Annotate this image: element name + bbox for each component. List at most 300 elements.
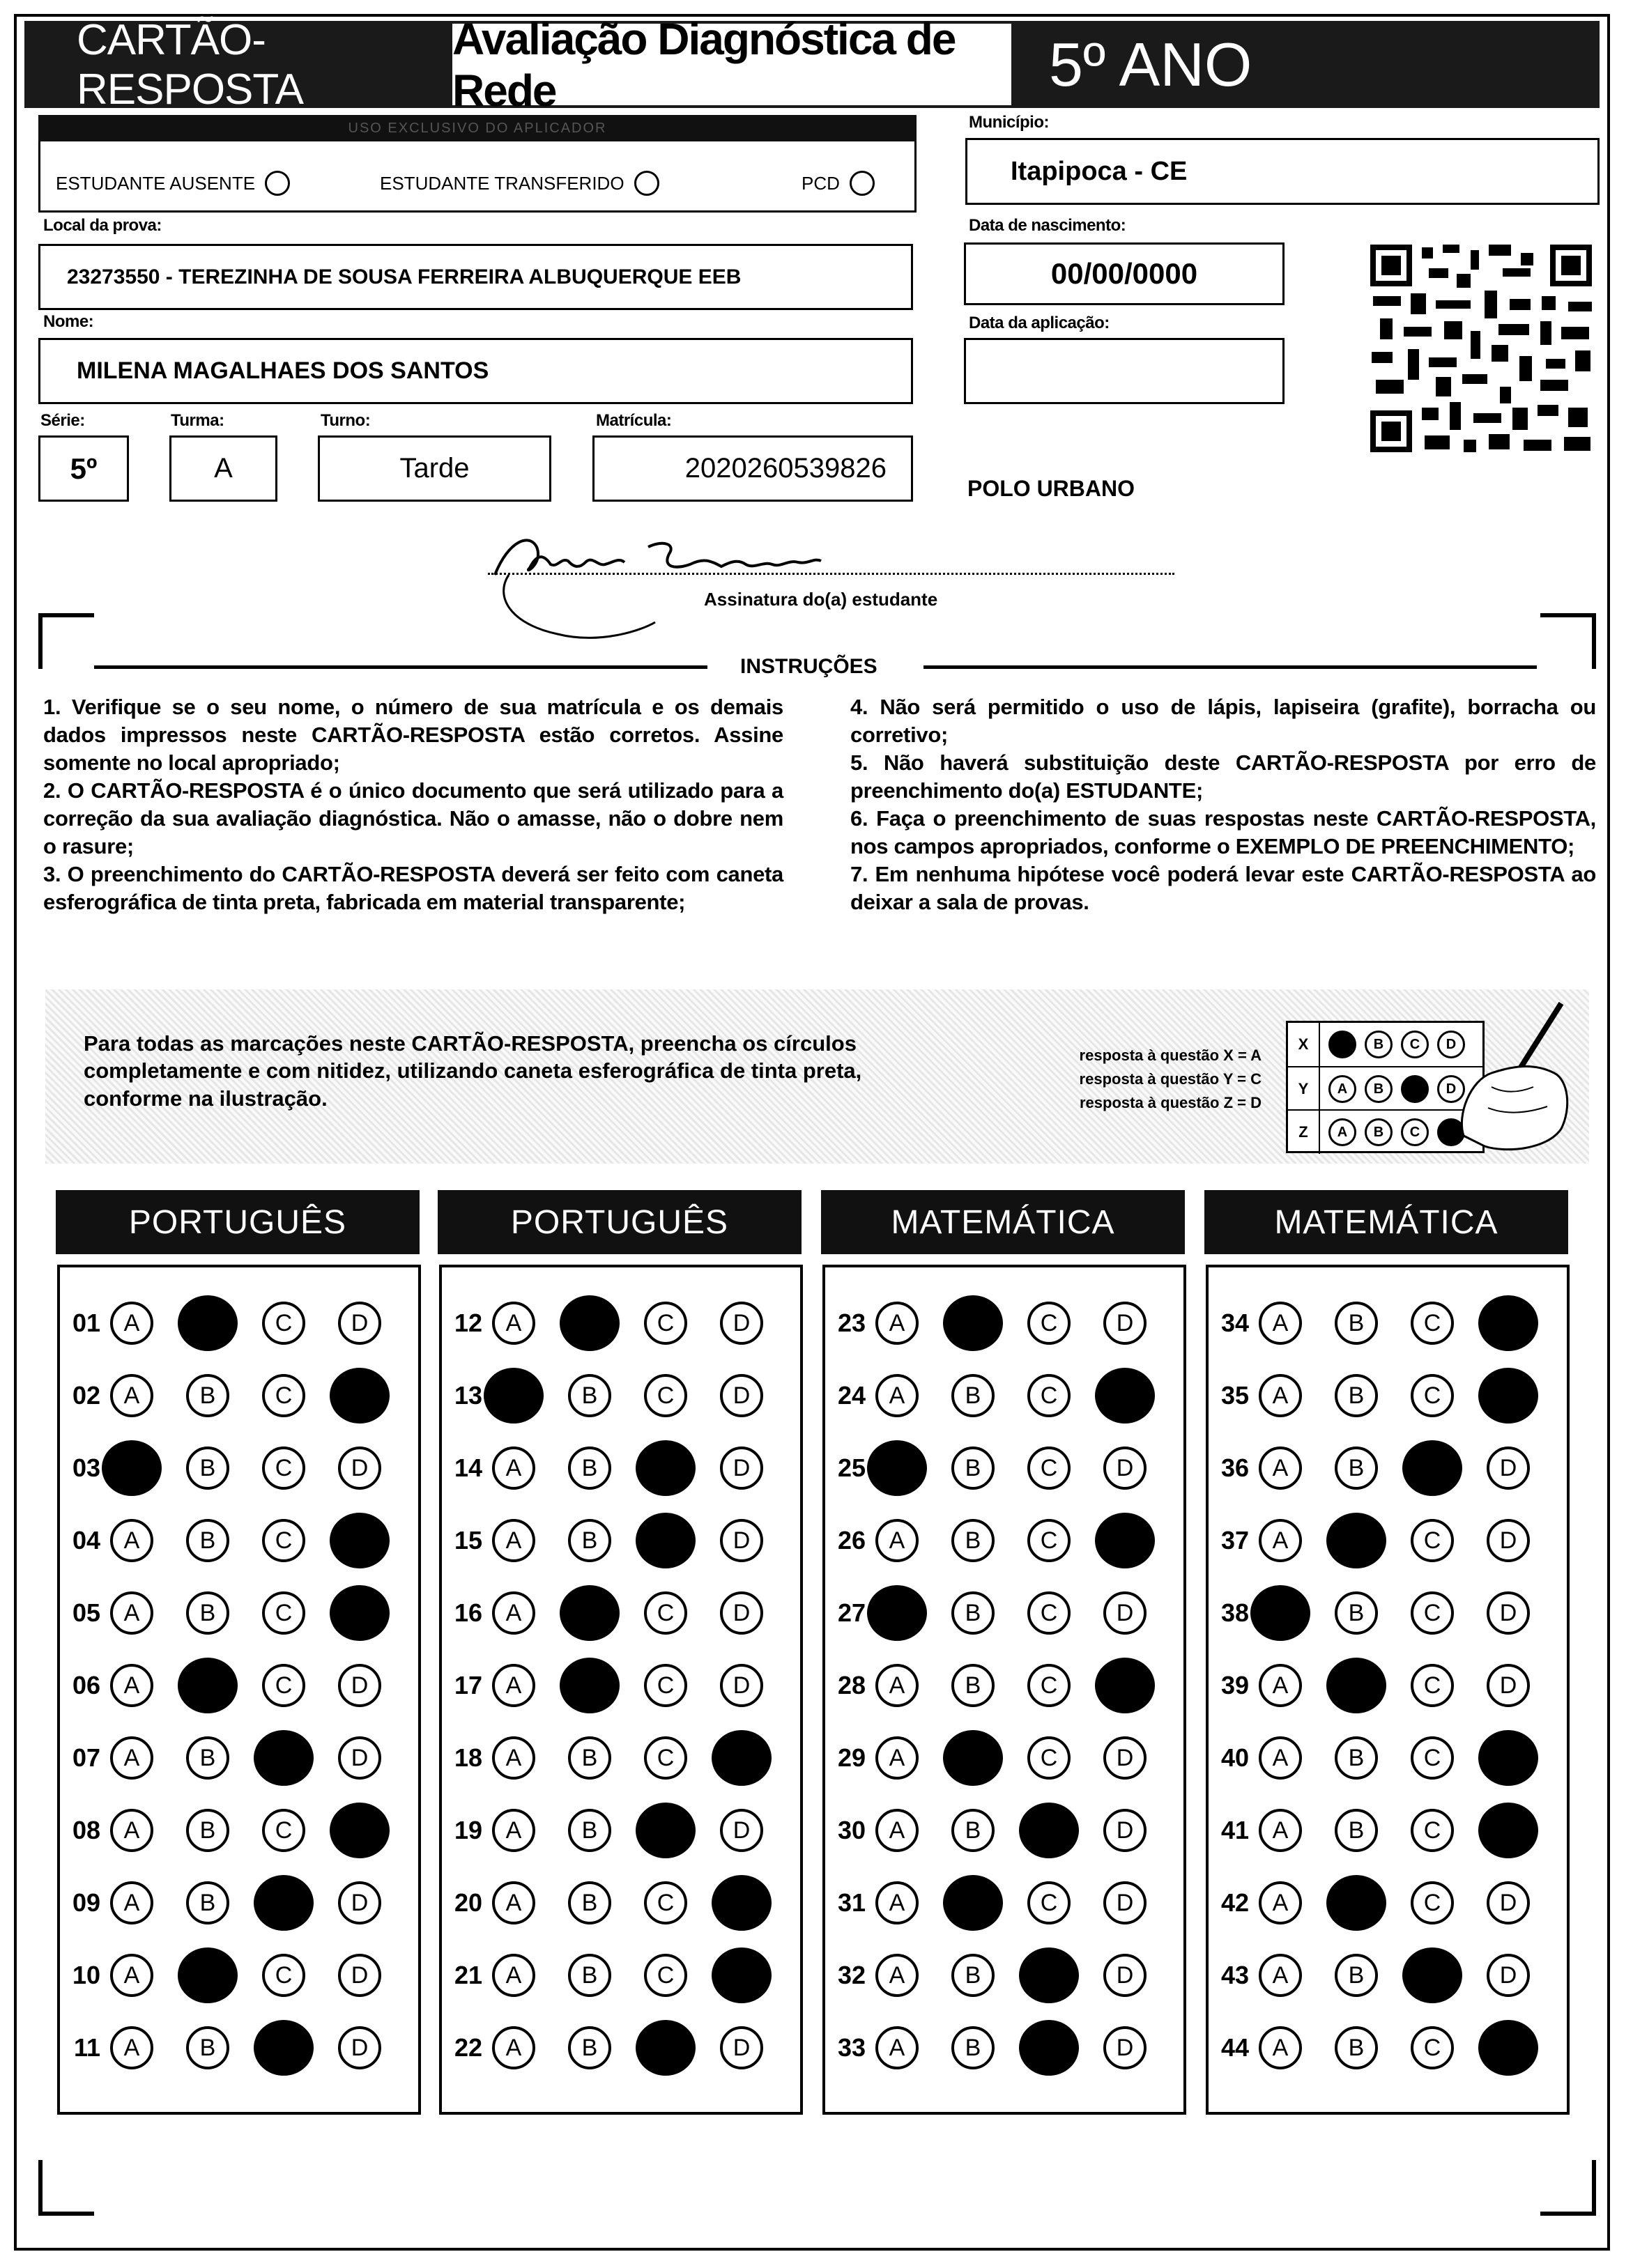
- instructions-rule-left: [94, 665, 707, 669]
- answer-bubble-b[interactable]: B: [1335, 1374, 1378, 1417]
- answer-bubble-a[interactable]: A: [492, 1302, 535, 1345]
- answer-bubble-c[interactable]: C: [644, 1591, 687, 1635]
- answer-bubble-a[interactable]: A: [867, 1440, 927, 1496]
- question-row: [60, 2020, 381, 2076]
- answer-bubble-c[interactable]: C: [1027, 1736, 1071, 1780]
- answer-bubble-d[interactable]: D: [1103, 1809, 1147, 1852]
- question-number: 15: [454, 1526, 482, 1555]
- question-number: 32: [837, 1961, 866, 1989]
- corner-mark-top-right: [1540, 613, 1596, 669]
- signature-label: Assinatura do(a) estudante: [704, 589, 938, 610]
- answer-bubble-d[interactable]: D: [712, 1947, 772, 2003]
- question-row: [1209, 1295, 1538, 1351]
- answer-bubble-d[interactable]: D: [330, 1803, 390, 1858]
- question-number: 03: [72, 1453, 100, 1482]
- instruction-1: 1. Verifique se o seu nome, o número de sua matrícula e os demais dados impressos neste CARTÃO-RESPOSTA estão corretos. Assine somente no local apropriado;: [43, 695, 783, 775]
- section-header: MATEMÁTICA: [821, 1190, 1185, 1254]
- answer-bubble-b[interactable]: B: [178, 1295, 238, 1351]
- answer-bubble-c[interactable]: C: [1411, 1664, 1454, 1707]
- question-row: [1209, 1875, 1530, 1931]
- answer-bubble-a[interactable]: A: [110, 1954, 153, 1997]
- answer-bubble-d[interactable]: D: [720, 1664, 763, 1707]
- example-bubble: C: [1401, 1118, 1429, 1146]
- answer-bubble-b[interactable]: B: [186, 1881, 229, 1924]
- answer-bubble-b[interactable]: B: [178, 1947, 238, 2003]
- question-number: 16: [454, 1598, 482, 1627]
- answer-bubble-a[interactable]: A: [102, 1440, 162, 1496]
- question-row: [442, 1875, 772, 1931]
- answer-bubble-a[interactable]: A: [492, 1447, 535, 1490]
- answer-bubble-a[interactable]: A: [1259, 1954, 1302, 1997]
- question-row: [825, 1875, 1147, 1931]
- answer-bubble-a[interactable]: A: [110, 1664, 153, 1707]
- instruction-7: 7. Em nenhuma hipótese você poderá levar este CARTÃO-RESPOSTA ao deixar a sala de provas.: [850, 861, 1596, 914]
- answer-bubble-d[interactable]: D: [330, 1513, 390, 1568]
- answer-bubble-c[interactable]: C: [262, 1374, 305, 1417]
- answer-bubble-d[interactable]: D: [1487, 1881, 1530, 1924]
- answer-bubble-b[interactable]: B: [1335, 1591, 1378, 1635]
- question-row: [442, 1803, 763, 1858]
- answer-bubble-c[interactable]: C: [262, 1591, 305, 1635]
- answer-bubble-b[interactable]: B: [568, 1447, 611, 1490]
- question-row: [825, 1658, 1155, 1713]
- answer-bubble-b[interactable]: B: [951, 1664, 995, 1707]
- answer-bubble-b[interactable]: B: [1335, 1302, 1378, 1345]
- answer-bubble-b[interactable]: B: [951, 1591, 995, 1635]
- answer-bubble-c[interactable]: C: [1027, 1447, 1071, 1490]
- answer-bubble-b[interactable]: B: [560, 1295, 620, 1351]
- question-number: 43: [1220, 1961, 1249, 1989]
- answer-bubble-b[interactable]: B: [1326, 1658, 1386, 1713]
- answer-bubble-c[interactable]: C: [1027, 1374, 1071, 1417]
- question-number: 13: [454, 1381, 482, 1410]
- answer-bubble-d[interactable]: D: [1095, 1513, 1155, 1568]
- question-row: [825, 1730, 1147, 1786]
- evaluation-title: Avaliação Diagnóstica de Rede: [450, 21, 1014, 108]
- answer-bubble-b[interactable]: B: [568, 1954, 611, 1997]
- answer-bubble-d[interactable]: D: [1095, 1368, 1155, 1424]
- answer-bubble-b[interactable]: B: [186, 1591, 229, 1635]
- local-label: Local da prova:: [43, 216, 162, 235]
- answer-bubble-c[interactable]: C: [636, 1440, 696, 1496]
- question-row: [60, 1803, 390, 1858]
- answer-bubble-d[interactable]: D: [1487, 1954, 1530, 1997]
- answer-bubble-c[interactable]: C: [1411, 1809, 1454, 1852]
- question-row: [1209, 1947, 1530, 2003]
- question-row: [442, 1368, 763, 1424]
- corner-mark-bottom-right: [1540, 2160, 1596, 2216]
- answer-bubble-a[interactable]: A: [492, 1809, 535, 1852]
- answer-bubble-d[interactable]: D: [720, 1519, 763, 1562]
- question-number: 41: [1220, 1816, 1249, 1844]
- example-bubble: A: [1328, 1075, 1356, 1103]
- answer-bubble-c[interactable]: C: [1411, 2026, 1454, 2069]
- answer-bubble-a[interactable]: A: [110, 1881, 153, 1924]
- corner-mark-bottom-left: [38, 2160, 94, 2216]
- example-answer-z: resposta à questão Z = D: [1079, 1094, 1262, 1112]
- question-number: 07: [72, 1743, 100, 1772]
- example-bubble: A: [1328, 1031, 1356, 1058]
- turma-label: Turma:: [171, 411, 224, 430]
- answer-bubble-c[interactable]: C: [254, 2020, 314, 2076]
- answer-bubble-a[interactable]: A: [492, 1519, 535, 1562]
- answer-bubble-d[interactable]: D: [712, 1875, 772, 1931]
- answer-bubble-b[interactable]: B: [178, 1658, 238, 1713]
- question-row: [825, 1947, 1147, 2003]
- question-number: 42: [1220, 1888, 1249, 1917]
- answer-bubble-b[interactable]: B: [186, 1374, 229, 1417]
- qr-code-icon: [1366, 240, 1596, 456]
- question-number: 06: [72, 1671, 100, 1699]
- question-number: 34: [1220, 1309, 1249, 1337]
- name-label: Nome:: [43, 312, 94, 331]
- answer-bubble-d[interactable]: D: [1103, 2026, 1147, 2069]
- answer-bubble-c[interactable]: C: [1027, 1664, 1071, 1707]
- question-number: 01: [72, 1309, 100, 1337]
- answer-bubble-b[interactable]: B: [568, 1736, 611, 1780]
- answer-bubble-b[interactable]: B: [568, 2026, 611, 2069]
- answer-bubble-a[interactable]: A: [1259, 1374, 1302, 1417]
- answer-bubble-b[interactable]: B: [186, 1519, 229, 1562]
- answer-bubble-c[interactable]: C: [644, 1954, 687, 1997]
- municipio-label: Município:: [969, 113, 1049, 132]
- answer-bubble-d[interactable]: D: [1103, 1302, 1147, 1345]
- answer-bubble-a[interactable]: A: [492, 1591, 535, 1635]
- answer-bubble-d[interactable]: D: [1095, 1658, 1155, 1713]
- answer-bubble-d[interactable]: D: [720, 1591, 763, 1635]
- answer-bubble-d[interactable]: D: [1103, 1736, 1147, 1780]
- question-number: 31: [837, 1888, 866, 1917]
- answer-bubble-d[interactable]: D: [330, 1368, 390, 1424]
- answer-bubble-b[interactable]: B: [943, 1875, 1003, 1931]
- question-row: [60, 1513, 390, 1568]
- answer-bubble-c[interactable]: C: [1411, 1374, 1454, 1417]
- answer-bubble-b[interactable]: B: [568, 1881, 611, 1924]
- answer-bubble-a[interactable]: A: [492, 1881, 535, 1924]
- answer-bubble-c[interactable]: C: [262, 1954, 305, 1997]
- question-number: 21: [454, 1961, 482, 1989]
- answer-bubble-d[interactable]: D: [1487, 1447, 1530, 1490]
- answer-bubble-c[interactable]: C: [262, 1664, 305, 1707]
- answer-bubble-b[interactable]: B: [560, 1585, 620, 1641]
- question-number: 12: [454, 1309, 482, 1337]
- example-bubble: D: [1437, 1075, 1465, 1103]
- answer-bubble-d[interactable]: D: [1478, 1368, 1538, 1424]
- answer-bubble-c[interactable]: C: [262, 1447, 305, 1490]
- answer-bubble-a[interactable]: A: [110, 1374, 153, 1417]
- answer-bubble-c[interactable]: C: [1019, 1947, 1079, 2003]
- instruction-4: 4. Não será permitido o uso de lápis, lapiseira (grafite), borracha ou corretivo;: [850, 695, 1596, 747]
- question-row: [442, 1947, 772, 2003]
- answer-bubble-d[interactable]: D: [338, 1302, 381, 1345]
- question-number: 40: [1220, 1743, 1249, 1772]
- pcd-circle[interactable]: [850, 171, 875, 196]
- answer-bubble-c[interactable]: C: [1027, 1302, 1071, 1345]
- answer-bubble-c[interactable]: C: [644, 1736, 687, 1780]
- example-bubble: B: [1365, 1075, 1393, 1103]
- instructions-left: [43, 693, 783, 916]
- answer-bubble-b[interactable]: B: [1326, 1513, 1386, 1568]
- section-answer-box: [57, 1265, 421, 2115]
- answer-bubble-b[interactable]: B: [568, 1374, 611, 1417]
- answer-bubble-b[interactable]: B: [951, 1809, 995, 1852]
- answer-bubble-d[interactable]: D: [338, 1736, 381, 1780]
- answer-bubble-a[interactable]: A: [875, 1736, 919, 1780]
- question-number: 37: [1220, 1526, 1249, 1555]
- section-answer-box: [1206, 1265, 1570, 2115]
- example-answer-y: resposta à questão Y = C: [1079, 1070, 1262, 1088]
- answer-bubble-c[interactable]: C: [262, 1519, 305, 1562]
- answer-bubble-d[interactable]: D: [720, 1302, 763, 1345]
- question-row: [442, 1730, 772, 1786]
- pcd-option[interactable]: [802, 171, 875, 196]
- answer-bubble-c[interactable]: C: [1411, 1591, 1454, 1635]
- question-number: 38: [1220, 1598, 1249, 1627]
- answer-bubble-a[interactable]: A: [1259, 1881, 1302, 1924]
- answer-bubble-d[interactable]: D: [338, 1954, 381, 1997]
- answer-bubble-d[interactable]: D: [1478, 1730, 1538, 1786]
- example-bubble: D: [1437, 1118, 1465, 1146]
- absent-circle[interactable]: [265, 171, 290, 196]
- answer-bubble-b[interactable]: B: [951, 1954, 995, 1997]
- example-answers: [1004, 1044, 1262, 1115]
- answer-bubble-b[interactable]: B: [1335, 2026, 1378, 2069]
- answer-bubble-a[interactable]: A: [875, 1954, 919, 1997]
- answer-bubble-a[interactable]: A: [1259, 2026, 1302, 2069]
- answer-bubble-c[interactable]: C: [1411, 1519, 1454, 1562]
- example-text: Para todas as marcações neste CARTÃO-RESPOSTA, preencha os círculos completamente e com nitidez, utilizando caneta esferográfica de tinta preta, conforme na ilustração.: [84, 1031, 862, 1111]
- example-bubble: B: [1365, 1118, 1393, 1146]
- question-row: [1209, 2020, 1538, 2076]
- question-row: [442, 1658, 763, 1713]
- answer-bubble-a[interactable]: A: [110, 1302, 153, 1345]
- transferred-label: ESTUDANTE TRANSFERIDO: [380, 172, 624, 194]
- serie-label: Série:: [40, 411, 85, 430]
- turno-label: Turno:: [321, 411, 371, 430]
- instructions-right: [850, 693, 1596, 916]
- answer-bubble-d[interactable]: D: [720, 1374, 763, 1417]
- question-row: [825, 2020, 1147, 2076]
- example-bubble: D: [1437, 1031, 1465, 1058]
- question-number: 28: [837, 1671, 866, 1699]
- answer-bubble-b[interactable]: B: [560, 1658, 620, 1713]
- answer-bubble-b[interactable]: B: [1335, 1809, 1378, 1852]
- answer-bubble-d[interactable]: D: [720, 2026, 763, 2069]
- question-row: [60, 1875, 381, 1931]
- answer-bubble-a[interactable]: A: [492, 1736, 535, 1780]
- answer-bubble-a[interactable]: A: [1259, 1519, 1302, 1562]
- example-bubble: B: [1365, 1031, 1393, 1058]
- answer-bubble-c[interactable]: C: [644, 1374, 687, 1417]
- answer-bubble-c[interactable]: C: [1411, 1302, 1454, 1345]
- question-row: [442, 1585, 763, 1641]
- answer-bubble-b[interactable]: B: [186, 1809, 229, 1852]
- question-number: 05: [72, 1598, 100, 1627]
- answer-bubble-a[interactable]: A: [1259, 1664, 1302, 1707]
- question-number: 29: [837, 1743, 866, 1772]
- answer-bubble-d[interactable]: D: [338, 1447, 381, 1490]
- answer-bubble-a[interactable]: A: [1259, 1809, 1302, 1852]
- example-answer-x: resposta à questão X = A: [1079, 1047, 1262, 1064]
- answer-bubble-a[interactable]: A: [492, 1664, 535, 1707]
- answer-bubble-a[interactable]: A: [875, 1809, 919, 1852]
- turno-field: Tarde: [318, 435, 551, 502]
- answer-bubble-a[interactable]: A: [875, 1881, 919, 1924]
- section-header: MATEMÁTICA: [1204, 1190, 1568, 1254]
- question-row: [825, 1440, 1147, 1496]
- answer-bubble-c[interactable]: C: [1411, 1736, 1454, 1780]
- answer-bubble-a[interactable]: A: [1250, 1585, 1310, 1641]
- answer-bubble-d[interactable]: D: [1487, 1519, 1530, 1562]
- question-number: 30: [837, 1816, 866, 1844]
- answer-bubble-d[interactable]: D: [1103, 1591, 1147, 1635]
- answer-bubble-c[interactable]: C: [1402, 1947, 1462, 2003]
- answer-bubble-d[interactable]: D: [1103, 1447, 1147, 1490]
- question-row: [60, 1295, 381, 1351]
- answer-bubble-a[interactable]: A: [875, 1519, 919, 1562]
- answer-bubble-a[interactable]: A: [875, 1374, 919, 1417]
- question-number: 23: [837, 1309, 866, 1337]
- answer-bubble-c[interactable]: C: [262, 1809, 305, 1852]
- answer-bubble-b[interactable]: B: [943, 1730, 1003, 1786]
- answer-bubble-b[interactable]: B: [1335, 1954, 1378, 1997]
- answer-bubble-c[interactable]: C: [1402, 1440, 1462, 1496]
- transferred-circle[interactable]: [634, 171, 659, 196]
- question-row: [60, 1368, 390, 1424]
- answer-bubble-d[interactable]: D: [1478, 1295, 1538, 1351]
- birthdate-field: 00/00/0000: [964, 242, 1285, 305]
- answer-bubble-a[interactable]: A: [867, 1585, 927, 1641]
- answer-bubble-d[interactable]: D: [1478, 1803, 1538, 1858]
- answer-bubble-c[interactable]: C: [1019, 2020, 1079, 2076]
- answer-bubble-d[interactable]: D: [338, 2026, 381, 2069]
- answer-bubble-b[interactable]: B: [568, 1809, 611, 1852]
- answer-bubble-c[interactable]: C: [1027, 1519, 1071, 1562]
- question-row: [60, 1440, 381, 1496]
- answer-bubble-a[interactable]: A: [110, 1519, 153, 1562]
- answer-bubble-a[interactable]: A: [484, 1368, 544, 1424]
- answer-bubble-a[interactable]: A: [492, 1954, 535, 1997]
- absent-option[interactable]: [56, 171, 290, 196]
- answer-bubble-a[interactable]: A: [492, 2026, 535, 2069]
- instructions-rule-right: [923, 665, 1537, 669]
- section-answer-box: [822, 1265, 1186, 2115]
- card-title: CARTÃO-RESPOSTA: [24, 21, 450, 108]
- answer-bubble-b[interactable]: B: [951, 1374, 995, 1417]
- section-answer-box: [439, 1265, 803, 2115]
- answer-bubble-d[interactable]: D: [338, 1881, 381, 1924]
- answer-bubble-a[interactable]: A: [110, 2026, 153, 2069]
- answer-bubble-b[interactable]: B: [951, 1447, 995, 1490]
- question-row: [442, 1440, 763, 1496]
- corner-mark-top-left: [38, 613, 94, 669]
- question-row: [1209, 1730, 1538, 1786]
- answer-bubble-a[interactable]: A: [1259, 1447, 1302, 1490]
- instruction-5: 5. Não haverá substituição deste CARTÃO-RESPOSTA por erro de preenchimento do(a) ESTUDANTE;: [850, 750, 1596, 803]
- answer-bubble-c[interactable]: C: [254, 1875, 314, 1931]
- answer-bubble-c[interactable]: C: [262, 1302, 305, 1345]
- answer-bubble-a[interactable]: A: [1259, 1302, 1302, 1345]
- answer-bubble-a[interactable]: A: [1259, 1736, 1302, 1780]
- answer-bubble-b[interactable]: B: [943, 1295, 1003, 1351]
- question-number: 26: [837, 1526, 866, 1555]
- question-number: 33: [837, 2033, 866, 2062]
- answer-bubble-a[interactable]: A: [110, 1809, 153, 1852]
- answer-bubble-d[interactable]: D: [1487, 1664, 1530, 1707]
- application-date-label: Data da aplicação:: [969, 314, 1110, 332]
- answer-bubble-c[interactable]: C: [644, 1664, 687, 1707]
- question-number: 02: [72, 1381, 100, 1410]
- question-row: [60, 1947, 381, 2003]
- answer-bubble-d[interactable]: D: [330, 1585, 390, 1641]
- answer-bubble-c[interactable]: C: [636, 1513, 696, 1568]
- answer-bubble-c[interactable]: C: [636, 1803, 696, 1858]
- answer-bubble-d[interactable]: D: [720, 1447, 763, 1490]
- answer-bubble-c[interactable]: C: [254, 1730, 314, 1786]
- example-row-label: X: [1288, 1023, 1320, 1066]
- answer-bubble-a[interactable]: A: [875, 2026, 919, 2069]
- question-number: 27: [837, 1598, 866, 1627]
- answer-bubble-b[interactable]: B: [186, 1736, 229, 1780]
- example-bubble: C: [1401, 1031, 1429, 1058]
- answer-bubble-d[interactable]: D: [1103, 1954, 1147, 1997]
- instruction-2: 2. O CARTÃO-RESPOSTA é o único documento que será utilizado para a correção da sua avaliação diagnóstica. Não o amasse, não o dobre nem o rasure;: [43, 778, 783, 858]
- answer-bubble-c[interactable]: C: [1019, 1803, 1079, 1858]
- example-bubble: A: [1328, 1118, 1356, 1146]
- question-row: [825, 1368, 1155, 1424]
- question-number: 22: [454, 2033, 482, 2062]
- matricula-label: Matrícula:: [596, 411, 672, 430]
- answer-bubble-b[interactable]: B: [186, 2026, 229, 2069]
- answer-bubble-a[interactable]: A: [110, 1591, 153, 1635]
- answer-bubble-b[interactable]: B: [1335, 1736, 1378, 1780]
- answer-bubble-d[interactable]: D: [338, 1664, 381, 1707]
- answer-bubble-b[interactable]: B: [568, 1519, 611, 1562]
- question-number: 39: [1220, 1671, 1249, 1699]
- answer-bubble-c[interactable]: C: [1027, 1881, 1071, 1924]
- answer-bubble-d[interactable]: D: [720, 1809, 763, 1852]
- answer-bubble-d[interactable]: D: [712, 1730, 772, 1786]
- application-date-field: [964, 338, 1285, 404]
- answer-bubble-a[interactable]: A: [875, 1664, 919, 1707]
- answer-bubble-c[interactable]: C: [636, 2020, 696, 2076]
- answer-bubble-b[interactable]: B: [951, 1519, 995, 1562]
- answer-bubble-b[interactable]: B: [1335, 1447, 1378, 1490]
- answer-bubble-a[interactable]: A: [110, 1736, 153, 1780]
- section-header: PORTUGUÊS: [56, 1190, 420, 1254]
- question-number: 09: [72, 1888, 100, 1917]
- example-row-label: Y: [1288, 1067, 1320, 1111]
- answer-bubble-b[interactable]: B: [186, 1447, 229, 1490]
- question-row: [825, 1803, 1147, 1858]
- answer-bubble-d[interactable]: D: [1478, 2020, 1538, 2076]
- answer-bubble-d[interactable]: D: [1487, 1591, 1530, 1635]
- transferred-option[interactable]: [380, 171, 659, 196]
- answer-bubble-b[interactable]: B: [1326, 1875, 1386, 1931]
- answer-bubble-c[interactable]: C: [644, 1302, 687, 1345]
- answer-bubble-d[interactable]: D: [1103, 1881, 1147, 1924]
- answer-bubble-c[interactable]: C: [1027, 1591, 1071, 1635]
- question-number: 44: [1220, 2033, 1249, 2062]
- answer-bubble-b[interactable]: B: [951, 2026, 995, 2069]
- question-number: 25: [837, 1453, 866, 1482]
- answer-bubble-c[interactable]: C: [1411, 1881, 1454, 1924]
- answer-bubble-a[interactable]: A: [875, 1302, 919, 1345]
- answer-bubble-c[interactable]: C: [644, 1881, 687, 1924]
- question-number: 04: [72, 1526, 100, 1555]
- question-row: [1209, 1513, 1530, 1568]
- birthdate-label: Data de nascimento:: [969, 216, 1126, 235]
